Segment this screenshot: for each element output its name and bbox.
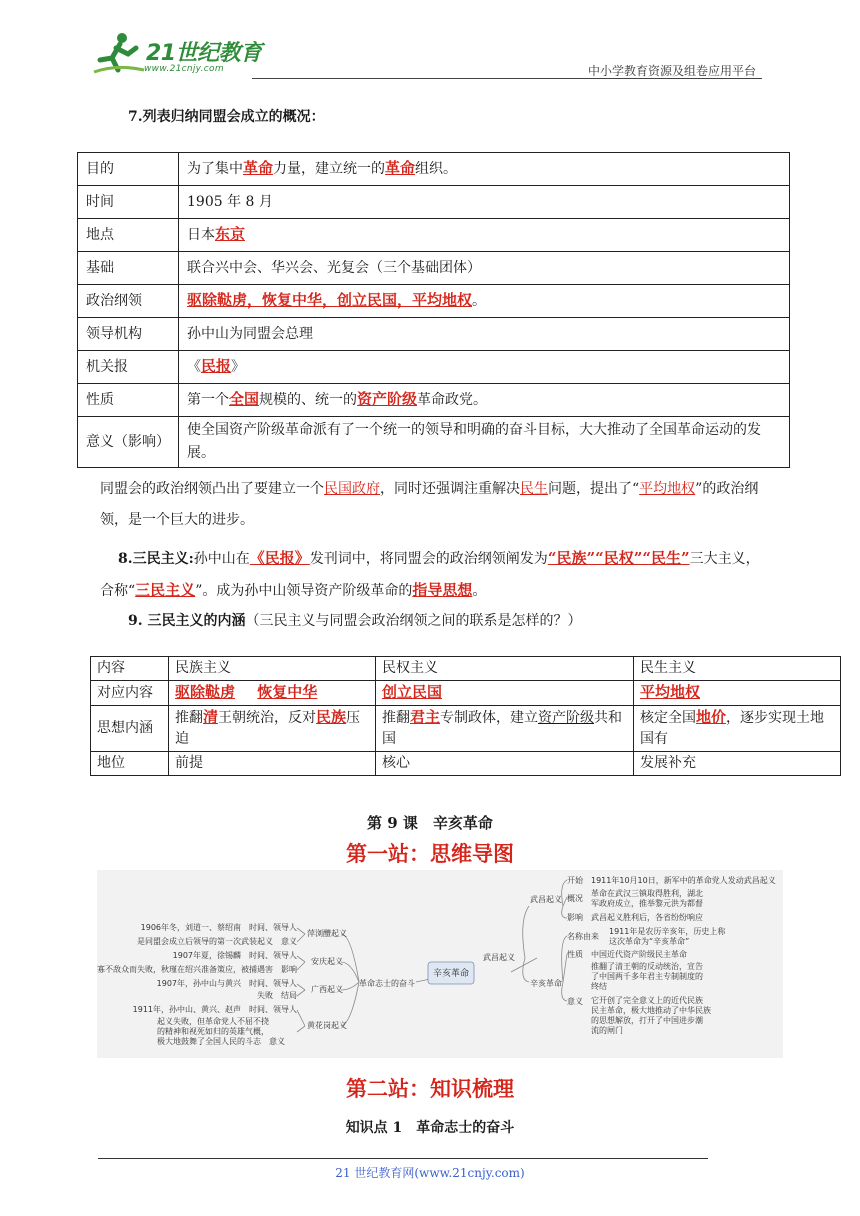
mind-map-detail: 寡不敌众而失败，秋瑾在绍兴准备策应，被捕遇害 影响 xyxy=(97,965,297,974)
answer-seg: 东京 xyxy=(215,225,246,243)
table-row xyxy=(78,351,790,384)
mind-map-item-value: 了中国两千多年君主专制制度的 xyxy=(591,972,703,981)
mind-map-item-value: 流的闸门 xyxy=(591,1026,623,1035)
row-key: 目的 xyxy=(78,153,179,186)
mind-map-item-value: 1911年是农历辛亥年，历史上称 xyxy=(609,927,726,936)
text-seg: 日本 xyxy=(187,227,215,243)
mind-map-branch-label: 萍浏醴起义 xyxy=(307,929,347,938)
mind-map-branch-label: 广西起义 xyxy=(311,985,343,994)
cell: 前提 xyxy=(169,752,376,776)
table-row xyxy=(78,186,790,219)
cell: 发展补充 xyxy=(634,752,841,776)
row-key: 地点 xyxy=(78,219,179,252)
mind-map-item-value: 推翻了清王朝的反动统治，宣告 xyxy=(591,962,703,971)
mind-map-item-value: 它开创了完全意义上的近代民族 xyxy=(591,996,703,1005)
mind-map-detail: 1906年冬，刘道一、蔡绍南 时间、领导人 xyxy=(140,923,297,932)
cell xyxy=(376,681,634,706)
row-key: 政治纲领 xyxy=(78,285,179,318)
text-seg: 发刊词中，将同盟会的政治纲领阐发为 xyxy=(309,551,548,567)
text-seg: 第一个 xyxy=(187,392,229,408)
answer-seg: 民生 xyxy=(520,481,548,497)
text-seg: ”。成为孙中山领导资产阶级革命的 xyxy=(195,583,413,599)
row-key: 时间 xyxy=(78,186,179,219)
row-value xyxy=(179,285,790,318)
answer-seg: 民族 xyxy=(316,708,347,726)
answer-seg: 驱除鞑虏，恢复中华，创立民国，平均地权 xyxy=(187,291,473,309)
text-seg: 共和国 xyxy=(382,710,623,747)
mind-map-item-value: 民主革命，极大地推动了中华民族 xyxy=(591,1006,711,1015)
answer-seg: “民族”“民权”“民生” xyxy=(547,549,690,567)
table-row xyxy=(91,752,841,776)
logo xyxy=(92,30,262,78)
answer-seg: 三民主义 xyxy=(135,581,196,599)
header-cell: 内容 xyxy=(91,657,169,681)
answer-seg: 革命 xyxy=(385,159,416,177)
text-seg: 问题，提出了“ xyxy=(548,481,640,497)
mind-map-item-value: 终结 xyxy=(591,982,607,991)
cell xyxy=(634,681,841,706)
mind-map-detail: 1907年，孙中山与黄兴 时间、领导人 xyxy=(156,979,297,988)
section-9-label: 9. 三民主义的内涵 xyxy=(128,613,246,629)
mind-map-detail: 起义失败，但革命党人不屈不挠 xyxy=(157,1017,269,1026)
row-key: 性质 xyxy=(78,384,179,417)
section-7-title: 7.列表归纳同盟会成立的概况： xyxy=(128,109,325,125)
row-value xyxy=(179,219,790,252)
table-header-row xyxy=(91,657,841,681)
row-value xyxy=(179,153,790,186)
cell xyxy=(376,706,634,752)
text-seg: ，同时还强调注重解决 xyxy=(380,481,520,497)
mind-map-item-key: 影响 xyxy=(567,913,583,922)
text-seg: 规模的、统一的 xyxy=(259,392,358,408)
table-row xyxy=(78,417,790,468)
text-seg: 压迫 xyxy=(175,710,361,747)
answer-seg: 驱除鞑虏 xyxy=(175,683,236,701)
text-seg: 王朝统治，反对 xyxy=(218,710,317,726)
mind-map-item-value: 军政府成立，推举黎元洪为都督 xyxy=(591,899,703,908)
table-row xyxy=(78,318,790,351)
row-label: 思想内涵 xyxy=(91,706,169,752)
table-row xyxy=(78,252,790,285)
row-key: 意义（影响） xyxy=(78,417,179,468)
mind-map-detail: 1907年夏，徐锡麟 时间、领导人 xyxy=(172,951,297,960)
answer-seg: 君主 xyxy=(410,708,441,726)
table-row xyxy=(78,219,790,252)
cell: 核心 xyxy=(376,752,634,776)
mind-map-detail: 1911年，孙中山、黄兴、赵声 时间、领导人 xyxy=(132,1005,297,1014)
page-header xyxy=(92,30,762,80)
mind-map-detail: 极大地鼓舞了全国人民的斗志 意义 xyxy=(157,1037,285,1046)
alliance-table xyxy=(77,152,790,468)
header-divider xyxy=(252,78,762,79)
mind-map-branch-label: 安庆起义 xyxy=(311,957,343,966)
text-seg: 》 xyxy=(231,359,246,375)
text-seg: 核定全国 xyxy=(640,710,696,726)
answer-seg: 地价 xyxy=(696,708,727,726)
mind-map-item-key: 概况 xyxy=(567,894,583,903)
runner-logo-icon xyxy=(92,30,146,76)
text-seg: 孙中山在 xyxy=(193,551,250,567)
text-seg: 《 xyxy=(187,359,201,375)
answer-seg: 清 xyxy=(203,708,219,726)
cell xyxy=(634,706,841,752)
section-8 xyxy=(100,543,770,607)
mind-map-item-value: 的思想解放，打开了中国进步潮 xyxy=(591,1016,703,1025)
station-1-title: 第一站：思维导图 xyxy=(346,842,514,866)
row-key: 机关报 xyxy=(78,351,179,384)
mind-map-item-value: 革命在武汉三镇取得胜利，湖北 xyxy=(591,889,703,898)
row-value: 1905 年 8 月 xyxy=(179,186,790,219)
text-seg: 革命政党。 xyxy=(417,392,488,408)
answer-seg: 指导思想 xyxy=(412,581,473,599)
row-value xyxy=(179,351,790,384)
table-row xyxy=(78,384,790,417)
row-value xyxy=(179,384,790,417)
header-cell: 民权主义 xyxy=(376,657,634,681)
text-seg: 资产阶级 xyxy=(538,710,595,726)
row-label: 地位 xyxy=(91,752,169,776)
row-key: 领导机构 xyxy=(78,318,179,351)
header-cell: 民族主义 xyxy=(169,657,376,681)
footer-link[interactable]: 21 世纪教育网(www.21cnjy.com) xyxy=(335,1166,525,1180)
answer-seg: 平均地权 xyxy=(640,683,701,701)
footer-divider xyxy=(98,1158,708,1159)
text-seg: ，逐步实现土地国有 xyxy=(640,710,825,747)
mind-map-item-key: 开始 xyxy=(567,876,583,885)
answer-seg: 民报 xyxy=(201,357,232,375)
section-9-title xyxy=(128,606,768,637)
mind-map-item-key: 意义 xyxy=(567,997,583,1006)
text-seg: 专制政体，建立 xyxy=(440,710,539,726)
mind-map-branch-label: 黄花岗起义 xyxy=(307,1021,347,1030)
text-seg: 组织。 xyxy=(415,161,458,177)
text-seg: 。 xyxy=(472,293,487,309)
table-row xyxy=(91,706,841,752)
mind-map-detail: 是同盟会成立后领导的第一次武装起义 意义 xyxy=(137,937,297,946)
table-row xyxy=(78,153,790,186)
three-principles-table xyxy=(90,656,841,776)
text-seg: 推翻 xyxy=(382,710,410,726)
lesson-title: 第 9 课 辛亥革命 xyxy=(367,814,493,832)
mind-map-item-value: 中国近代资产阶级民主革命 xyxy=(591,950,687,959)
mind-map-detail: 失败 结局 xyxy=(257,991,297,1000)
row-label: 对应内容 xyxy=(91,681,169,706)
answer-seg: 恢复中华 xyxy=(257,683,318,701)
mind-map-item-value: 武昌起义胜利后，各省纷纷响应 xyxy=(591,913,703,922)
mind-map-group-label: 武昌起义 xyxy=(530,895,562,904)
cell xyxy=(169,681,376,706)
text-seg: 力量，建立统一的 xyxy=(273,161,386,177)
answer-seg: 革命 xyxy=(243,159,274,177)
paragraph-program xyxy=(100,474,770,536)
answer-seg: 民国政府 xyxy=(324,481,380,497)
section-9-subtitle: （三民主义与同盟会政治纲领之间的联系是怎样的？） xyxy=(245,613,582,629)
mind-map-item-value: 1911年10月10日，新军中的革命党人发动武昌起义 xyxy=(591,876,776,885)
mind-map-detail: 的精神和视死如归的英雄气概， xyxy=(157,1027,269,1036)
text-seg: 推翻 xyxy=(175,710,203,726)
text-seg: 三大主义，合称“ xyxy=(100,551,760,599)
table-row xyxy=(78,285,790,318)
answer-seg: 资产阶级 xyxy=(357,390,418,408)
header-platform-text: 中小学教育资源及组卷应用平台 xyxy=(587,64,756,78)
cell xyxy=(169,706,376,752)
text-seg: 。 xyxy=(472,583,487,599)
section-8-label: 8.三民主义: xyxy=(118,551,194,567)
station-2-title: 第二站：知识梳理 xyxy=(346,1077,514,1101)
mind-map-item-value: 这次革命为“辛亥革命” xyxy=(609,937,690,946)
header-cell: 民生主义 xyxy=(634,657,841,681)
row-value: 使全国资产阶级革命派有了一个统一的领导和明确的奋斗目标，大大推动了全国革命运动的发展。 xyxy=(179,417,790,468)
mind-map-center-label: 辛亥革命 xyxy=(432,969,470,979)
answer-seg: 《民报》 xyxy=(249,549,310,567)
logo-url: www.21cnjy.com xyxy=(144,64,224,74)
mind-map-item-key: 名称由来 xyxy=(567,932,599,941)
mind-map-group-label: 辛亥革命 xyxy=(530,979,562,988)
knowledge-point-title: 知识点 1 革命志士的奋斗 xyxy=(345,1120,515,1136)
text-seg: 同盟会的政治纲领凸出了要建立一个 xyxy=(100,481,324,497)
answer-seg: 创立民国 xyxy=(382,683,443,701)
answer-seg: 全国 xyxy=(229,390,260,408)
logo-text: 21世纪教育 xyxy=(146,41,262,66)
text-seg: 为了集中 xyxy=(187,161,243,177)
table-row xyxy=(91,681,841,706)
mind-map-item-key: 性质 xyxy=(567,950,583,959)
row-key: 基础 xyxy=(78,252,179,285)
mind-map-left-hub: 革命志士的奋斗 xyxy=(359,979,415,988)
row-value: 联合兴中会、华兴会、光复会（三个基础团体） xyxy=(179,252,790,285)
mind-map-right-hub: 武昌起义 xyxy=(483,953,515,962)
mind-map-canvas xyxy=(97,870,783,1058)
text-seg: ”的政治纲领，是一个巨大的进步。 xyxy=(100,481,759,528)
mind-map xyxy=(97,870,783,1058)
answer-seg: 平均地权 xyxy=(639,481,696,497)
row-value: 孙中山为同盟会总理 xyxy=(179,318,790,351)
